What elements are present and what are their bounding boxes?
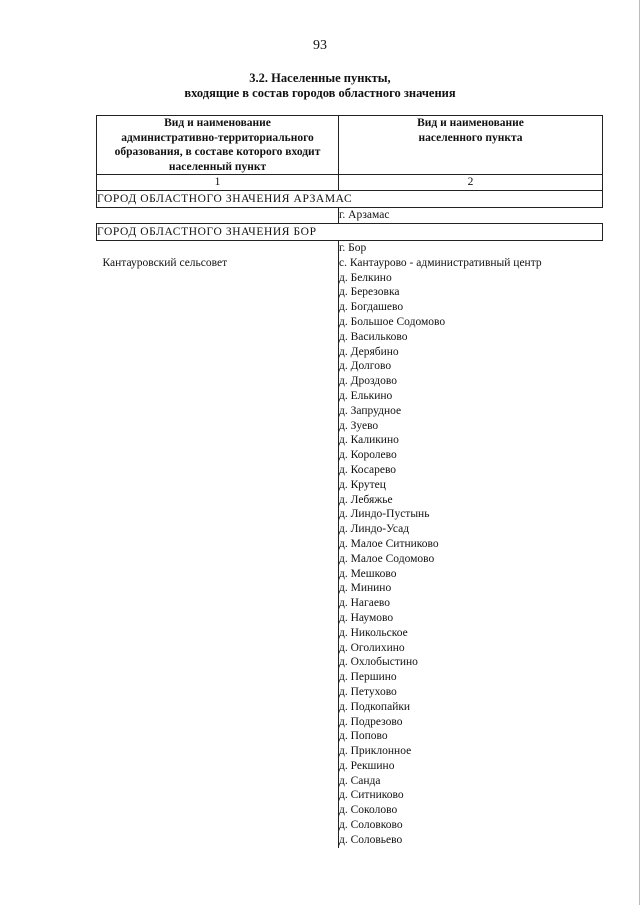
admin-unit-name: Кантауровский сельсовет (102, 256, 228, 269)
header-admin-unit (97, 116, 339, 175)
list-item: д. Першино (339, 671, 397, 684)
header-text: населенный пункт (168, 160, 267, 173)
list-item: д. Каликино (339, 434, 399, 447)
list-item: д. Малое Содомово (339, 552, 435, 565)
list-item: д. Малое Ситниково (339, 537, 439, 550)
header-text: населенного пункта (418, 131, 523, 144)
column-number-row (97, 175, 603, 191)
list-item: д. Лебяжье (339, 493, 393, 506)
header-text: образования, в составе которого входит (114, 146, 321, 158)
list-item: д. Елькино (339, 389, 393, 402)
list-item: д. Дерябино (339, 345, 399, 358)
list-item: д. Запрудное (339, 404, 402, 417)
list-item: д. Рекшино (339, 759, 395, 772)
list-item: д. Ситниково (339, 789, 404, 802)
list-item: д. Линдо-Усад (339, 523, 410, 536)
list-item: д. Попово (339, 730, 388, 743)
list-item: д. Нагаево (339, 597, 391, 610)
list-item: д. Минино (339, 582, 392, 595)
section-title-line-1: 3.2. Населенные пункты, (249, 71, 391, 85)
city-title: ГОРОД ОБЛАСТНОГО ЗНАЧЕНИЯ АРЗАМАС (97, 191, 603, 208)
list-item: д. Большое Содомово (339, 315, 446, 328)
header-settlement (339, 116, 603, 175)
header-text: Вид и наименование (164, 117, 271, 129)
list-item: д. Косарево (339, 463, 397, 476)
column-number: 1 (97, 175, 339, 191)
list-item: д. Белкино (339, 271, 392, 284)
column-number: 2 (339, 175, 603, 191)
list-item: д. Подкопайки (339, 700, 411, 713)
settlement-list (339, 241, 603, 848)
list-item: д. Охлобыстино (339, 656, 418, 669)
list-item: д. Санда (339, 774, 381, 787)
admin-unit-cell (97, 241, 339, 848)
list-item: д. Березовка (339, 286, 400, 299)
list-item: д. Мешково (339, 567, 397, 580)
list-item: д. Соколово (339, 804, 398, 817)
table-header-row (97, 116, 603, 175)
list-item: д. Никольское (339, 626, 408, 639)
page-number: 93 (313, 38, 327, 53)
settlement-cell: г. Арзамас (339, 208, 603, 224)
list-item: д. Соловьево (339, 833, 403, 846)
city-group-row (97, 224, 603, 241)
list-item: д. Крутец (339, 478, 386, 491)
list-item: д. Дроздово (339, 375, 397, 388)
list-item: д. Наумово (339, 611, 394, 624)
list-item: д. Петухово (339, 685, 397, 698)
list-item: д. Линдо-Пустынь (339, 508, 430, 521)
city-group-row (97, 191, 603, 208)
settlements-table (96, 115, 603, 848)
section-title-line-2: входящие в состав городов областного значения (184, 86, 456, 100)
list-item: д. Оголихино (339, 641, 405, 654)
section-title (0, 71, 640, 101)
list-item: д. Васильково (339, 330, 408, 343)
list-item: д. Соловково (339, 819, 403, 832)
header-text: административно-территориального (121, 131, 314, 144)
list-item: г. Бор (339, 242, 367, 254)
city-title: ГОРОД ОБЛАСТНОГО ЗНАЧЕНИЯ БОР (97, 224, 603, 241)
list-item: д. Приклонное (339, 745, 412, 758)
header-text: Вид и наименование (417, 117, 524, 129)
list-item: с. Кантаурово - административный центр (339, 256, 542, 269)
table-row (97, 241, 603, 848)
settlement-list-cell (339, 241, 603, 848)
list-item: д. Королево (339, 449, 397, 462)
list-item: д. Подрезово (339, 715, 403, 728)
empty-cell (97, 208, 339, 224)
table-row (97, 208, 603, 224)
list-item: д. Богдашево (339, 301, 404, 314)
spacer (97, 241, 339, 256)
list-item: д. Долгово (339, 360, 392, 373)
list-item: д. Зуево (339, 419, 379, 432)
